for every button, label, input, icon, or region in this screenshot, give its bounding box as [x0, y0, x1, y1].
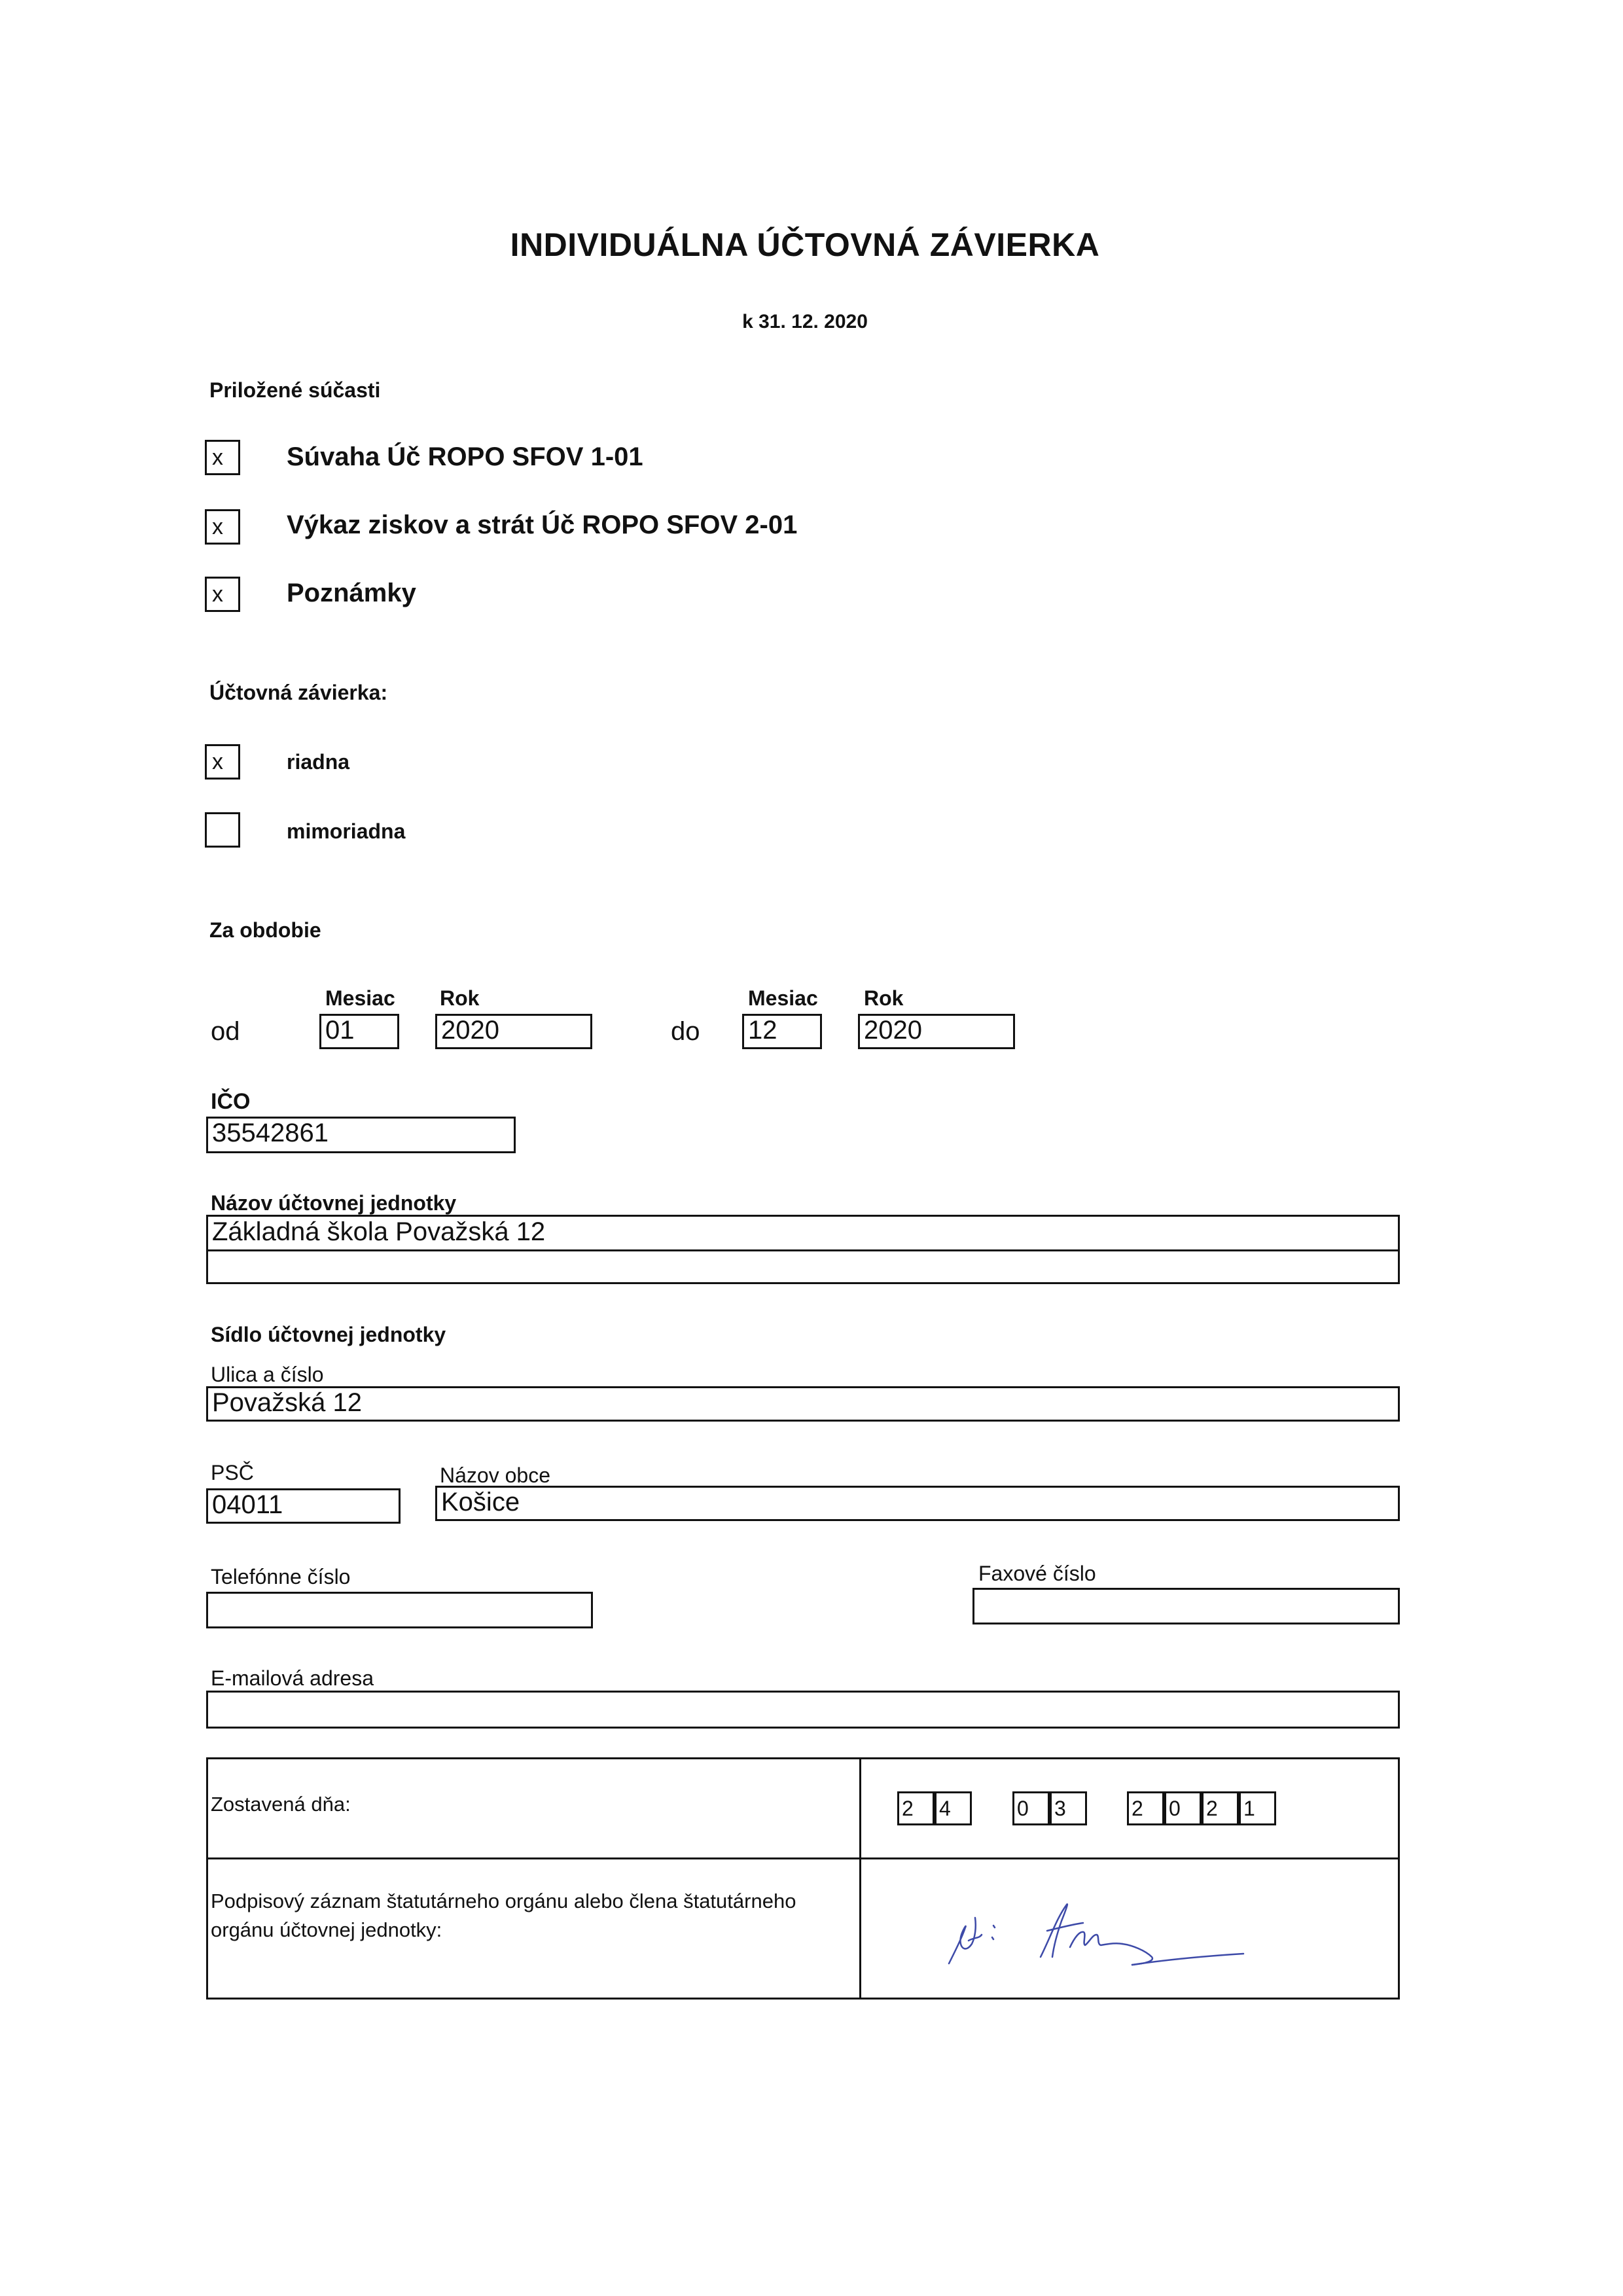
phone-field[interactable] [206, 1592, 593, 1628]
checkbox-suvaha[interactable]: x [205, 440, 240, 475]
ico-label: IČO [211, 1089, 251, 1114]
report-date: k 31. 12. 2020 [742, 311, 868, 332]
attachments-label: Priložené súčasti [209, 378, 381, 402]
handwritten-signature [936, 1892, 1263, 1996]
compiled-label: Zostavená dňa: [211, 1793, 351, 1816]
compiled-year-digit-2[interactable]: 0 [1164, 1791, 1202, 1825]
checkbox-vykaz[interactable]: x [205, 509, 240, 545]
fax-field[interactable] [972, 1588, 1400, 1624]
to-month-label: Mesiac [748, 986, 818, 1010]
to-label: do [671, 1017, 700, 1046]
from-month-label: Mesiac [325, 986, 395, 1010]
psc-label: PSČ [211, 1461, 254, 1484]
checkbox-mimoriadna[interactable] [205, 812, 240, 848]
to-year-field[interactable]: 2020 [858, 1014, 1015, 1049]
email-label: E-mailová adresa [211, 1666, 374, 1690]
closing-type-label: Účtovná závierka: [209, 681, 388, 704]
to-year-label: Rok [864, 986, 904, 1010]
city-label: Názov obce [440, 1463, 550, 1487]
ico-field[interactable]: 35542861 [206, 1117, 516, 1153]
compiled-year-digit-3[interactable]: 2 [1202, 1791, 1239, 1825]
table-divider-horizontal [206, 1857, 1400, 1859]
period-label: Za obdobie [209, 918, 321, 942]
compiled-day-digit-1[interactable]: 2 [897, 1791, 935, 1825]
email-field[interactable] [206, 1691, 1400, 1729]
compiled-day-digit-2[interactable]: 4 [935, 1791, 972, 1825]
street-label: Ulica a číslo [211, 1363, 324, 1386]
attachment-poznamky-label: Poznámky [287, 579, 416, 607]
from-label: od [211, 1017, 240, 1046]
from-year-field[interactable]: 2020 [435, 1014, 592, 1049]
option-riadna-label: riadna [287, 750, 350, 774]
compiled-month-digit-1[interactable]: 0 [1012, 1791, 1050, 1825]
signature-stroke [949, 1918, 976, 1964]
city-field[interactable]: Košice [435, 1486, 1400, 1521]
option-mimoriadna-label: mimoriadna [287, 819, 406, 843]
seat-label: Sídlo účtovnej jednotky [211, 1323, 446, 1346]
entity-name-label: Názov účtovnej jednotky [211, 1191, 457, 1215]
signature-stroke [1070, 1932, 1122, 1947]
compiled-year-digit-1[interactable]: 2 [1127, 1791, 1164, 1825]
signature-stroke [993, 1926, 995, 1928]
compiled-year-digit-4[interactable]: 1 [1239, 1791, 1276, 1825]
checkbox-poznamky[interactable]: x [205, 577, 240, 612]
to-month-field[interactable]: 12 [742, 1014, 822, 1049]
compiled-month-digit-2[interactable]: 3 [1050, 1791, 1087, 1825]
entity-name-line-2[interactable] [208, 1249, 1398, 1282]
attachment-vykaz-label: Výkaz ziskov a strát Úč ROPO SFOV 2-01 [287, 511, 798, 539]
signature-stroke [992, 1937, 993, 1939]
signature-stroke [1047, 1923, 1083, 1931]
phone-label: Telefónne číslo [211, 1565, 351, 1588]
psc-field[interactable]: 04011 [206, 1488, 401, 1524]
street-field[interactable]: Považská 12 [206, 1386, 1400, 1422]
signature-label: Podpisový záznam štatutárneho orgánu alebo člena štatutárneho orgánu účtovnej jednotky: [211, 1890, 796, 1941]
entity-name-line-1[interactable]: Základná škola Považská 12 [212, 1217, 546, 1246]
page-title: INDIVIDUÁLNA ÚČTOVNÁ ZÁVIERKA [510, 226, 1100, 263]
fax-label: Faxové číslo [978, 1562, 1096, 1585]
attachment-suvaha-label: Súvaha Úč ROPO SFOV 1-01 [287, 442, 643, 471]
from-month-field[interactable]: 01 [319, 1014, 399, 1049]
checkbox-riadna[interactable]: x [205, 744, 240, 780]
entity-name-field[interactable] [206, 1215, 1400, 1284]
table-divider-vertical [859, 1757, 861, 2000]
signature-stroke [1041, 1904, 1067, 1957]
signature-stroke [1122, 1944, 1152, 1965]
from-year-label: Rok [440, 986, 480, 1010]
